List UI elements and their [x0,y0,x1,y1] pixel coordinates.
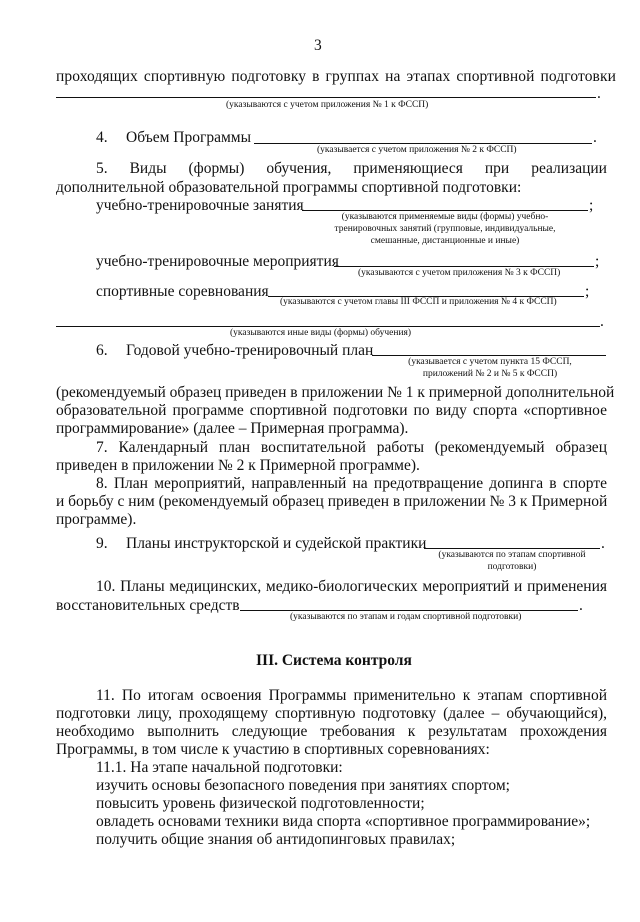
fill-line [56,97,596,98]
word: Виды [129,160,167,177]
text-line: Программы, в том числе к участию в спортивных соревнованиях: [56,741,490,758]
list-item: повысить уровень физической подготовленности; [96,795,425,812]
fill-line [240,610,578,611]
word: при [484,160,510,177]
field-note: (указывается с учетом пункта 15 ФССП, [408,357,572,367]
text-line: программе). [56,511,137,528]
field-note: тренировочных занятий (групповые, индивидуальные, [334,224,556,234]
item-9-text: Планы инструкторской и судейской практики [126,535,427,552]
section-title: III. Система контроля [256,652,412,669]
page-number: 3 [314,37,322,54]
field-note: (указываются применяемые виды (формы) учебно- [341,212,549,222]
subsection-title: 11.1. На этапе начальной подготовки: [96,759,343,776]
item-5-number: 5. [96,160,108,177]
text-line: образовательной программе спортивной подготовки по виду спорта «спортивное [56,402,607,419]
field-note: (указываются с учетом главы III ФССП и приложения № 4 к ФССП) [280,297,557,307]
field-note: (указываются с учетом приложения № 1 к ФССП) [226,100,429,110]
fill-line-end: ; [585,283,590,300]
word: (формы) [188,160,245,177]
fill-line-end: . [597,85,601,102]
fill-line-end: ; [595,253,600,270]
text-line: восстановительных средств [56,597,240,614]
fill-line [334,266,594,267]
item-5-line-2: дополнительной образовательной программы спортивной подготовки: [56,179,522,196]
item-6-text: Годовой учебно-тренировочный план [126,342,374,359]
intro-line: проходящих спортивную подготовку в группах на этапах спортивной подготовки [56,68,616,85]
competitions-label: спортивные соревнования [96,283,269,300]
text-line: 10. Планы медицинских, медико-биологических мероприятий и применения [96,578,607,595]
field-note: (указываются по этапам и годам спортивной подготовки) [290,612,522,622]
item-6-number: 6. [96,342,108,359]
fill-line-end: . [579,597,583,614]
events-label: учебно-тренировочные мероприятия [96,253,339,270]
text-line: (рекомендуемый образец приведен в приложении № 1 к примерной дополнительной [56,384,615,401]
field-note: подготовки) [487,562,537,572]
word: реализации [531,160,607,177]
field-note: (указываются иные виды (формы) обучения) [230,328,412,338]
item-4-text: Объем Программы [126,129,251,146]
text-line: необходимо выполнить следующие требования к результатам прохождения [56,723,607,740]
fill-line-end: . [593,129,597,146]
text-line: программирование» (далее – Примерная программа). [56,420,409,437]
list-item: изучить основы безопасного поведения при занятиях спортом; [96,777,510,794]
text-line: 7. Календарный план воспитательной работы (рекомендуемый образец [96,439,607,456]
text-line: 8. План мероприятий, направленный на предотвращение допинга в спорте [96,475,607,492]
text-line: подготовки лицу, проходящему спортивную подготовку (далее – обучающийся), [56,705,607,722]
training-label: учебно-тренировочные занятия [96,197,304,214]
fill-line [372,355,606,356]
item-5-line-1 [96,159,607,178]
fill-line-end: . [601,535,605,552]
item-9-number: 9. [96,535,108,552]
fill-line-end: . [600,313,604,330]
list-item: получить общие знания об антидопинговых правилах; [96,831,456,848]
field-note: приложений № 2 и № 5 к ФССП) [422,369,558,379]
fill-line [254,143,592,144]
fill-line [302,210,588,211]
field-note: (указываются по этапам спортивной [438,550,586,560]
list-item: овладеть основами техники вида спорта «спортивное программирование»; [96,813,591,830]
fill-line-end: ; [589,197,594,214]
item-4-number: 4. [96,129,108,146]
fill-line [424,548,600,549]
fill-line [56,326,600,327]
word: применяющиеся [353,160,463,177]
field-note: смешанные, дистанционные и иные) [370,236,520,246]
text-line: и борьбу с ним (рекомендуемый образец приведен в приложении № 3 к Примерной [56,493,608,510]
word: обучения, [266,160,332,177]
field-note: (указываются с учетом приложения № 3 к ФССП) [358,268,561,278]
text-line: 11. По итогам освоения Программы применительно к этапам спортивной [96,687,607,704]
text-line: приведен в приложении № 2 к Примерной программе). [56,457,420,474]
field-note: (указывается с учетом приложения № 2 к ФССП) [317,145,517,155]
